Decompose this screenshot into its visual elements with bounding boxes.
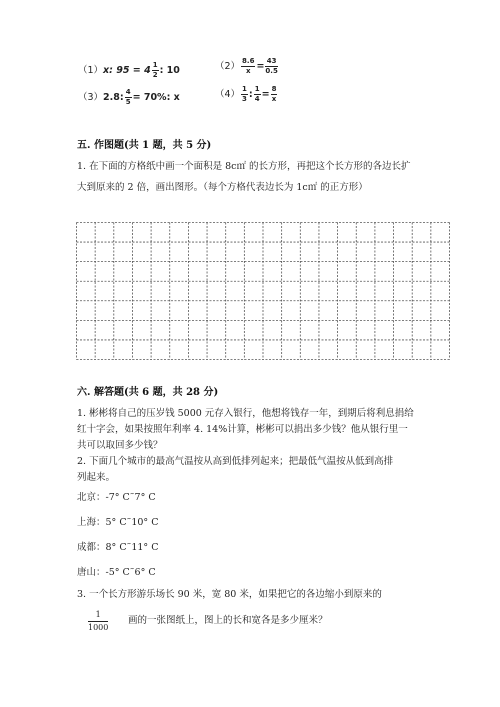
equation-2: （2） $\frac{8.6}{x}$ = $\frac{43}{0.5}$ bbox=[215, 57, 278, 75]
question-text: 2. 下面几个城市的最高气温按从高到低排列起来；把最低气温按从低到高排 bbox=[77, 456, 394, 467]
equation-rhs: : 10 bbox=[159, 65, 180, 76]
question-text: 1. 彬彬将自己的压岁钱 5000 元存入银行，他想将钱存一年，到期后将利息捐给 bbox=[77, 408, 414, 419]
equation-number: （1） bbox=[78, 65, 104, 76]
city-temperature: 上海：5° C˜10° C bbox=[77, 517, 159, 528]
fraction: $\frac{8}{x}$ bbox=[271, 85, 277, 103]
fraction: $\frac{1}{2}$ bbox=[152, 61, 158, 79]
fraction: $\frac{1}{3}$ bbox=[242, 85, 247, 103]
question-text: 红十字会，如果按照年利率 4. 14%计算，彬彬可以捐出多少钱？他从银行里一 bbox=[77, 424, 408, 435]
question-text: 3. 一个长方形游乐场长 90 米，宽 80 米，如果把它的各边缩小到原来的 bbox=[77, 589, 382, 600]
scale-fraction: $\frac{1}{1000}$ bbox=[88, 610, 109, 632]
question-text: 画的一张图纸上，图上的长和宽各是多少厘米？ bbox=[128, 615, 328, 626]
fraction: $\frac{8.6}{x}$ bbox=[242, 57, 255, 75]
city-temperature: 成都：8° C˜11° C bbox=[77, 542, 159, 553]
equation-lhs: x: 95 = 4 bbox=[103, 65, 151, 76]
fraction: $\frac{4}{5}$ bbox=[125, 88, 131, 106]
grid-paper bbox=[76, 222, 450, 360]
fraction: $\frac{43}{0.5}$ bbox=[265, 57, 278, 75]
question-text: 大到原来的 2 倍，画出图形。（每个方格代表边长为 1c㎡ 的正方形） bbox=[77, 182, 368, 193]
fraction: $\frac{1}{4}$ bbox=[254, 85, 260, 103]
question-text: 1. 在下面的方格纸中画一个面积是 8c㎡ 的长方形，再把这个长方形的各边长扩 bbox=[77, 161, 411, 172]
question-text: 共可以取回多少钱？ bbox=[77, 440, 163, 451]
equation-3: （3）2.8: $\frac{4}{5}$ = 70%: x bbox=[78, 88, 180, 106]
section-heading: 六. 解答题(共 6 题，共 28 分) bbox=[77, 387, 219, 398]
city-temperature: 唐山：-5° C˜6° C bbox=[77, 567, 156, 578]
question-text: 列起来。 bbox=[77, 472, 116, 483]
city-temperature: 北京：-7° C˜7° C bbox=[77, 492, 156, 503]
equation-4: （4） $\frac{1}{3}$ : $\frac{1}{4}$ = $\frac{8}{x}$ bbox=[215, 85, 277, 103]
equation-1 bbox=[78, 62, 180, 79]
section-heading: 五. 作图题(共 1 题，共 5 分) bbox=[77, 140, 212, 151]
